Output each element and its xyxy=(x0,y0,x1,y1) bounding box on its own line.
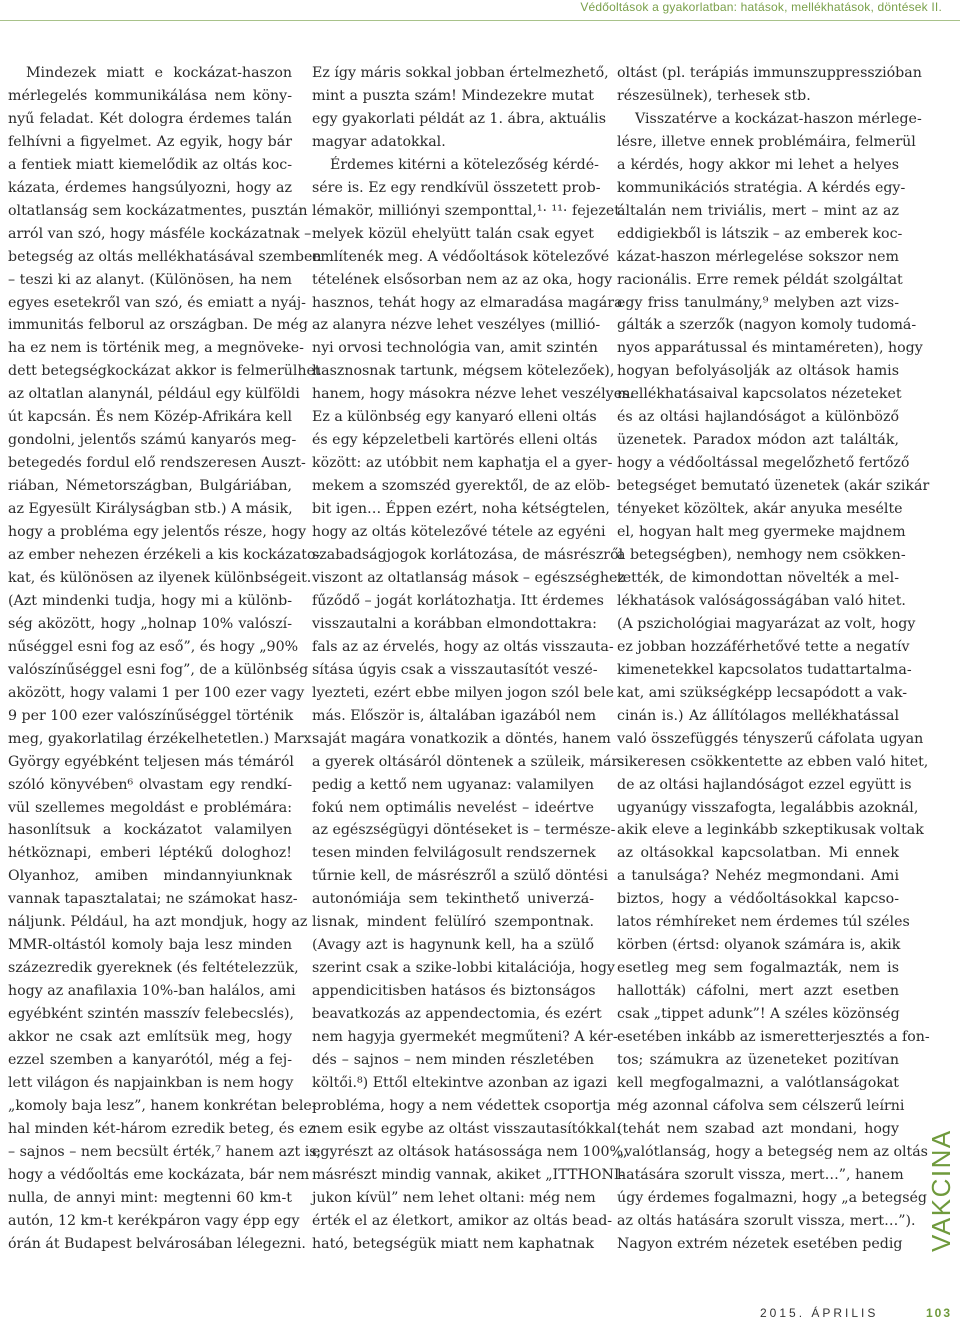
text-column-2 xyxy=(312,62,634,1256)
text-line: ezzel szemben a kanyarótól, még a fej- xyxy=(8,1051,292,1068)
text-line: az oltás hatására szorult vissza, mert…”). xyxy=(617,1212,916,1229)
text-line: pedig a kettő nem ugyanaz: valamilyen xyxy=(312,776,594,793)
text-line: nyos apparátussal és mintaméreten), hogy xyxy=(617,340,923,357)
text-line: lékhatások valóságosságában való hitet. xyxy=(617,592,906,609)
text-line: lisnak, mindent felülíró szempontnak. xyxy=(312,914,594,931)
text-line: náljunk. Például, ha azt mondjuk, hogy az xyxy=(8,914,308,931)
text-line: egyébként szintén masszív felebecslés), xyxy=(8,1006,295,1023)
text-line: beavatkozás az appendectomia, és ezért xyxy=(312,1006,602,1023)
text-line: tesen minden felvilágosult rendszernek xyxy=(312,845,596,862)
text-line: esetében inkább az ismeretterjesztés a fon- xyxy=(617,1029,930,1046)
text-line: szabadságjogok korlátozása, de másrészről xyxy=(312,547,624,564)
text-line: akik eleve a leginkább szkeptikusak voltak xyxy=(617,822,924,839)
text-line: „komoly baja lesz”, hanem konkrétan bele- xyxy=(8,1097,317,1114)
text-line: eddigiekből is látszik – az emberek koc- xyxy=(617,225,903,242)
text-line: hasznosnak tartunk, mégsem kötelezőek), xyxy=(312,363,615,380)
text-line: az egészségügyi döntéseket is – természe- xyxy=(312,822,616,839)
text-line: tették, de kimondottan növelték a mel- xyxy=(617,569,899,586)
text-line: ha ez nem is történik meg, a megnöveke- xyxy=(8,340,304,357)
text-column-3 xyxy=(617,62,930,1256)
text-line: appendicitisben hatásos és biztonságos xyxy=(312,983,596,1000)
text-line: hogy a védőoltás eme kockázata, bár nem xyxy=(8,1166,310,1183)
text-line: Ez így máris sokkal jobban értelmezhető, xyxy=(312,65,609,81)
text-line: csak „tippet adunk”! A széles közönség xyxy=(617,1006,900,1023)
text-line: (tehát nem szabad azt mondani, hogy xyxy=(617,1120,899,1137)
text-line: viszont az oltatlanság mások – egészséghez xyxy=(312,569,625,586)
text-line: úgy érdemes fogalmazni, hogy „a betegség xyxy=(617,1189,928,1206)
text-line: ség aközött, hogy „holnap 10% valószí- xyxy=(8,615,292,632)
text-line: másrészt mindig vannak, akiket „ITTHONI- xyxy=(312,1166,625,1183)
text-line: kázat-haszon mérlegelése sokszor nem xyxy=(617,248,899,265)
text-line: a gyerek oltásáról döntenek a szüleik, már- xyxy=(312,753,624,770)
text-line: meg, gyakorlatilag érzékelhetetlen.) Marx xyxy=(8,730,312,747)
text-line: az oltatlan alanynál, például egy külföldi xyxy=(8,386,300,403)
text-line: ható, betegségük miatt nem kaphatnak xyxy=(312,1235,595,1252)
text-line: kell megfogalmazni, a valótlanságokat xyxy=(617,1074,899,1091)
text-line: magyar adatokkal. xyxy=(312,133,446,150)
text-line: jukon kívül” nem lehet oltani: még nem xyxy=(312,1189,596,1206)
text-line: visszautalni a korábban elmondottakra: xyxy=(312,615,597,632)
text-line: kat, és különösen az ilyenek különbségeit. xyxy=(8,569,312,586)
text-line: való összefüggés tényszerű cáfolata ugyan xyxy=(617,730,924,747)
text-line: melyek közül ehelyütt talán csak egyet xyxy=(312,225,594,242)
text-line: szerint csak a szike-lobbi kitalációja, hogy xyxy=(312,960,615,977)
text-line: hatására szorult vissza, mert…”, hanem xyxy=(617,1166,904,1183)
text-line: Ez a különbség egy kanyaró elleni oltás xyxy=(312,409,597,426)
text-line: dés – sajnos – nem minden részletében xyxy=(312,1051,594,1068)
text-line: kommunikációs stratégia. A kérdés egy- xyxy=(617,179,906,196)
page-footer xyxy=(760,1306,952,1320)
text-line: el, hogyan halt meg gyermeke majdnem xyxy=(617,524,906,541)
text-line: nyi orvosi technológia van, amit szintén xyxy=(312,340,598,357)
text-line: vannak tapasztalatai; ne számokat hasz- xyxy=(8,891,298,908)
text-line: (Azt mindenki tudja, hogy mi a különb- xyxy=(8,592,292,609)
page-number: 103 xyxy=(925,1306,952,1320)
text-line: körben (értsd: olyanok számára is, akik xyxy=(617,937,901,954)
text-line: nem hagyja gyermekét megműteni? A kér- xyxy=(312,1029,618,1046)
text-line: említenék meg. A védőoltások kötelezővé xyxy=(312,248,610,265)
text-line: lésre, illetve ennek problémáira, felmerül xyxy=(617,133,916,150)
text-line: akkor ne csak azt említsük meg, hogy xyxy=(8,1029,292,1046)
text-line: oltást (pl. terápiás immunszuppresszióban xyxy=(617,65,922,81)
text-line: mellékhatásaival kapcsolatos nézeteket xyxy=(617,386,902,403)
text-line: a betegségben), nemhogy nem csökken- xyxy=(617,547,906,564)
text-line: immunitás felborul az országban. De még xyxy=(8,317,308,334)
text-line: tos; számukra az üzeneteket pozitívan xyxy=(617,1051,899,1068)
text-line: autón, 12 km-t kerékpáron vagy épp egy xyxy=(8,1212,300,1229)
text-line: egy friss tanulmány,⁹ melyben azt vizs- xyxy=(617,294,899,311)
text-line: – teszi ki az alanyt. (Különösen, ha nem xyxy=(8,271,292,288)
text-line: György egyébként teljesen más témáról xyxy=(8,753,294,770)
text-line: 9 per 100 ezer valószínűséggel történik xyxy=(8,707,294,724)
text-line: oltatlanság sem kockázatmentes, pusztán xyxy=(8,202,308,219)
text-line: százezredik gyereknek (és feltételezzük, xyxy=(8,960,299,977)
text-line: bit igen… Éppen ezért, noha kétségtelen, xyxy=(312,501,610,518)
text-line: fals az az érvelés, hogy az oltás visszauta- xyxy=(312,638,614,655)
text-line: kat, ami szükségképp lecsapódott a vak- xyxy=(617,684,908,701)
text-line: autonómiája sem tekinthető univerzá- xyxy=(312,891,594,908)
text-line: hétköznapi, emberi léptékű dologhoz! xyxy=(8,845,292,862)
text-line: hal minden két-három ezredik beteg, és ez xyxy=(8,1120,315,1137)
text-line: hogy az oltás kötelezővé tétele az egyéni xyxy=(312,524,606,541)
text-line: hanem, hogy másokra nézve lehet veszélyes. xyxy=(312,386,634,403)
text-line: biztos, hogy a védőoltásokkal kapcso- xyxy=(617,891,899,908)
text-line: még azonnal cáfolva sem célszerű leírni xyxy=(617,1097,905,1114)
text-line: arról van szó, hogy másféle kockázatnak – xyxy=(8,225,312,242)
text-line: mérlegelés kommunikálása nem köny- xyxy=(8,87,292,104)
text-line: lett világon és napjainkban is nem hogy xyxy=(8,1074,294,1091)
text-line: gondolni, jelentős számú kanyarós meg- xyxy=(8,432,297,449)
text-line: tűrnie kell, de másrészről a szülő döntési xyxy=(312,868,608,885)
text-line: órán át Budapest belvárosában lélegezni. xyxy=(8,1235,306,1252)
text-line: betegséget bemutató üzenetek (akár szikár xyxy=(617,478,930,495)
text-line: az ember nehezen érzékeli a kis kockázato- xyxy=(8,547,321,564)
text-line: saját magára vonatkozik a döntés, hanem xyxy=(312,730,611,747)
text-line: MMR-oltástól komoly baja lesz minden xyxy=(8,937,292,954)
text-line: lyezteti, ezért ebbe milyen jogon szól bele xyxy=(312,684,615,701)
text-column-1 xyxy=(8,62,322,1256)
text-line: sítása úgyis csak a visszautasítót veszé- xyxy=(312,661,598,678)
text-line: valószínűséggel esni fog”, de a különbség xyxy=(8,661,309,678)
text-line: Mindezek miatt e kockázat-haszon xyxy=(26,65,292,81)
text-line: dett betegségkockázat akkor is felmerülhet xyxy=(8,363,321,380)
text-line: más. Először is, általában igazából nem xyxy=(312,707,597,724)
text-line: Visszatérve a kockázat-haszon mérlege- xyxy=(635,110,922,127)
text-line: hogyan befolyásolják az oltások hamis xyxy=(617,363,899,380)
text-line: a tanulsága? Nehéz megmondani. Ami xyxy=(617,868,899,885)
text-line: érték el az életkort, amikor az oltás bead- xyxy=(312,1212,613,1229)
text-line: hasonlítsuk a kockázatot valamilyen xyxy=(8,822,292,839)
text-line: hogy az anafilaxia 10%-ban halálos, ami xyxy=(8,983,296,1000)
text-line: egyes esetekről van szó, és emiatt a nyáj- xyxy=(8,294,306,311)
text-line: lémakör, milliónyi szemponttal,¹· ¹¹· fejezet xyxy=(312,202,620,219)
text-line: sikeresen csökkentette az ebben való hitet, xyxy=(617,753,929,770)
text-line: és az oltási hajlandóságot a különböző xyxy=(617,409,899,426)
text-line: racionális. Erre remek példát szolgáltat xyxy=(617,271,903,288)
text-line: (Avagy azt is hagynunk kell, ha a szülő xyxy=(312,937,594,954)
text-line: nulla, de annyi mint: megtenni 60 km-t xyxy=(8,1189,292,1206)
text-line: (A pszichológiai magyarázat az volt, hogy xyxy=(617,615,916,632)
text-line: vül szellemes megoldást e problémára: xyxy=(8,799,292,816)
text-line: hallották) cáfolni, mert azzt esetben xyxy=(617,983,899,1000)
text-line: „valótlanság, hogy a betegség nem az oltás xyxy=(617,1143,928,1160)
text-line: ez jobban hozzáférhetővé tette a negatív xyxy=(617,638,910,655)
text-line: Nagyon extrém nézetek esetében pedig xyxy=(617,1235,903,1252)
text-line: üzenetek. Paradox módon azt találták, xyxy=(617,432,899,449)
text-line: a kérdés, hogy akkor mi lehet a helyes xyxy=(617,156,899,173)
text-line: Olyanhoz, amiben mindannyiunknak xyxy=(8,868,292,885)
text-line: latos rémhíreket nem érdemes túl széles xyxy=(617,914,910,931)
text-line: mint a puszta szám! Mindezekre mutat xyxy=(312,87,594,104)
text-line: egyrészt az oltások hatásossága nem 100%, xyxy=(312,1143,628,1160)
issue-date: 2015. ÁPRILIS xyxy=(760,1306,879,1320)
text-line: cinán is.) Az állítólagos mellékhatással xyxy=(617,707,899,724)
text-line: gálták a szerzők (nagyon komoly tudomá- xyxy=(617,317,917,334)
text-line: részesülnek), terhesek stb. xyxy=(617,87,811,104)
text-line: de az oltási hajlandóságot ezzel együtt is xyxy=(617,776,912,793)
text-line: fokú nem optimális nevelést – ideértve xyxy=(312,799,594,816)
text-line: aközött, hogy valami 1 per 100 ezer vagy xyxy=(8,684,305,701)
text-line: hasznos, tehát hogy az elmaradása magára xyxy=(312,294,623,311)
text-line: esetleg meg sem fogalmazták, nem is xyxy=(617,960,899,977)
text-line: probléma, hogy a nem védettek csoportja xyxy=(312,1097,611,1114)
text-line: az alanyra nézve lehet veszélyes (millió- xyxy=(312,317,601,334)
text-line: riában, Németországban, Bulgáriában, xyxy=(8,478,292,495)
running-title: Védőoltások a gyakorlatban: hatások, mellékhatások, döntések II. xyxy=(580,0,942,14)
text-line: nem esik egybe az oltást visszautasítókkal: xyxy=(312,1120,621,1137)
text-line: kázata, érdemes hangsúlyozni, hogy az xyxy=(8,179,292,196)
text-line: sére is. Ez egy rendkívül összetett prob- xyxy=(312,179,601,196)
text-line: a fentiek miatt kiemelődik az oltás koc- xyxy=(8,156,292,173)
text-line: szóló könyvében⁶ olvastam egy rendkí- xyxy=(8,776,292,793)
text-line: nűséggel esni fog az eső”, és hogy „90% xyxy=(8,638,299,655)
text-line: között: az utóbbit nem kaphatja el a gyer- xyxy=(312,455,613,472)
text-line: az Egyesült Királyságban stb.) A másik, xyxy=(8,501,293,518)
text-line: egy gyakorlati példát az 1. ábra, aktuális xyxy=(312,110,606,127)
text-line: nyű feladat. Két dologra érdemes talán xyxy=(8,110,292,127)
section-side-label: VAKCINA xyxy=(926,1129,956,1252)
text-line: Érdemes kitérni a kötelezőség kérdé- xyxy=(330,156,599,173)
text-line: betegedés fordul elő rendszeresen Auszt- xyxy=(8,455,306,472)
text-line: kimenetekkel kapcsolatos tudattartalma- xyxy=(617,661,912,678)
text-line: tételének elsősorban nem az az oka, hogy xyxy=(312,271,613,288)
text-line: hogy a probléma egy jelentős része, hogy xyxy=(8,524,307,541)
text-line: felhívni a figyelmet. Az egyik, hogy bár xyxy=(8,133,292,150)
text-line: mekem a szomszéd gyerektől, de az elöb- xyxy=(312,478,611,495)
text-line: költői.⁸) Ettől eltekintve azonban az igazi xyxy=(312,1074,608,1091)
text-line: út kapcsán. És nem Közép-Afrikára kell xyxy=(8,409,292,426)
text-line: – sajnos – nem becsült érték,⁷ hanem azt is, xyxy=(8,1143,322,1160)
text-line: és egy képzeletbeli kartörés elleni oltás xyxy=(312,432,598,449)
text-line: ugyanúgy visszafogta, legalábbis azoknál, xyxy=(617,799,919,816)
text-line: fűződő – jogát korlátozhatja. Itt érdemes xyxy=(312,592,604,609)
text-line: hogy a védőoltással megelőzhető fertőző xyxy=(617,455,910,472)
text-line: tényeket közöltek, akár anyuka mesélte xyxy=(617,501,903,518)
running-header xyxy=(0,0,960,21)
text-line: az oltásokkal kapcsolatban. Mi ennek xyxy=(617,845,899,862)
text-line: általán nem triviális, mert – mint az az xyxy=(617,202,899,219)
text-line: betegség az oltás mellékhatásával szemben xyxy=(8,248,322,265)
